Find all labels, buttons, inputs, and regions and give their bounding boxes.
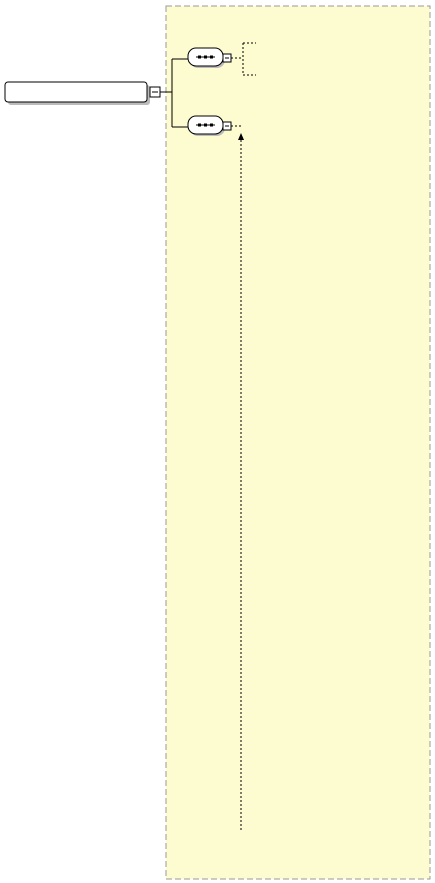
sequence-compositor-icon (188, 48, 225, 68)
sequence-compositor-icon-2 (188, 116, 225, 136)
group-box (166, 6, 430, 879)
root-element[interactable] (5, 82, 147, 102)
